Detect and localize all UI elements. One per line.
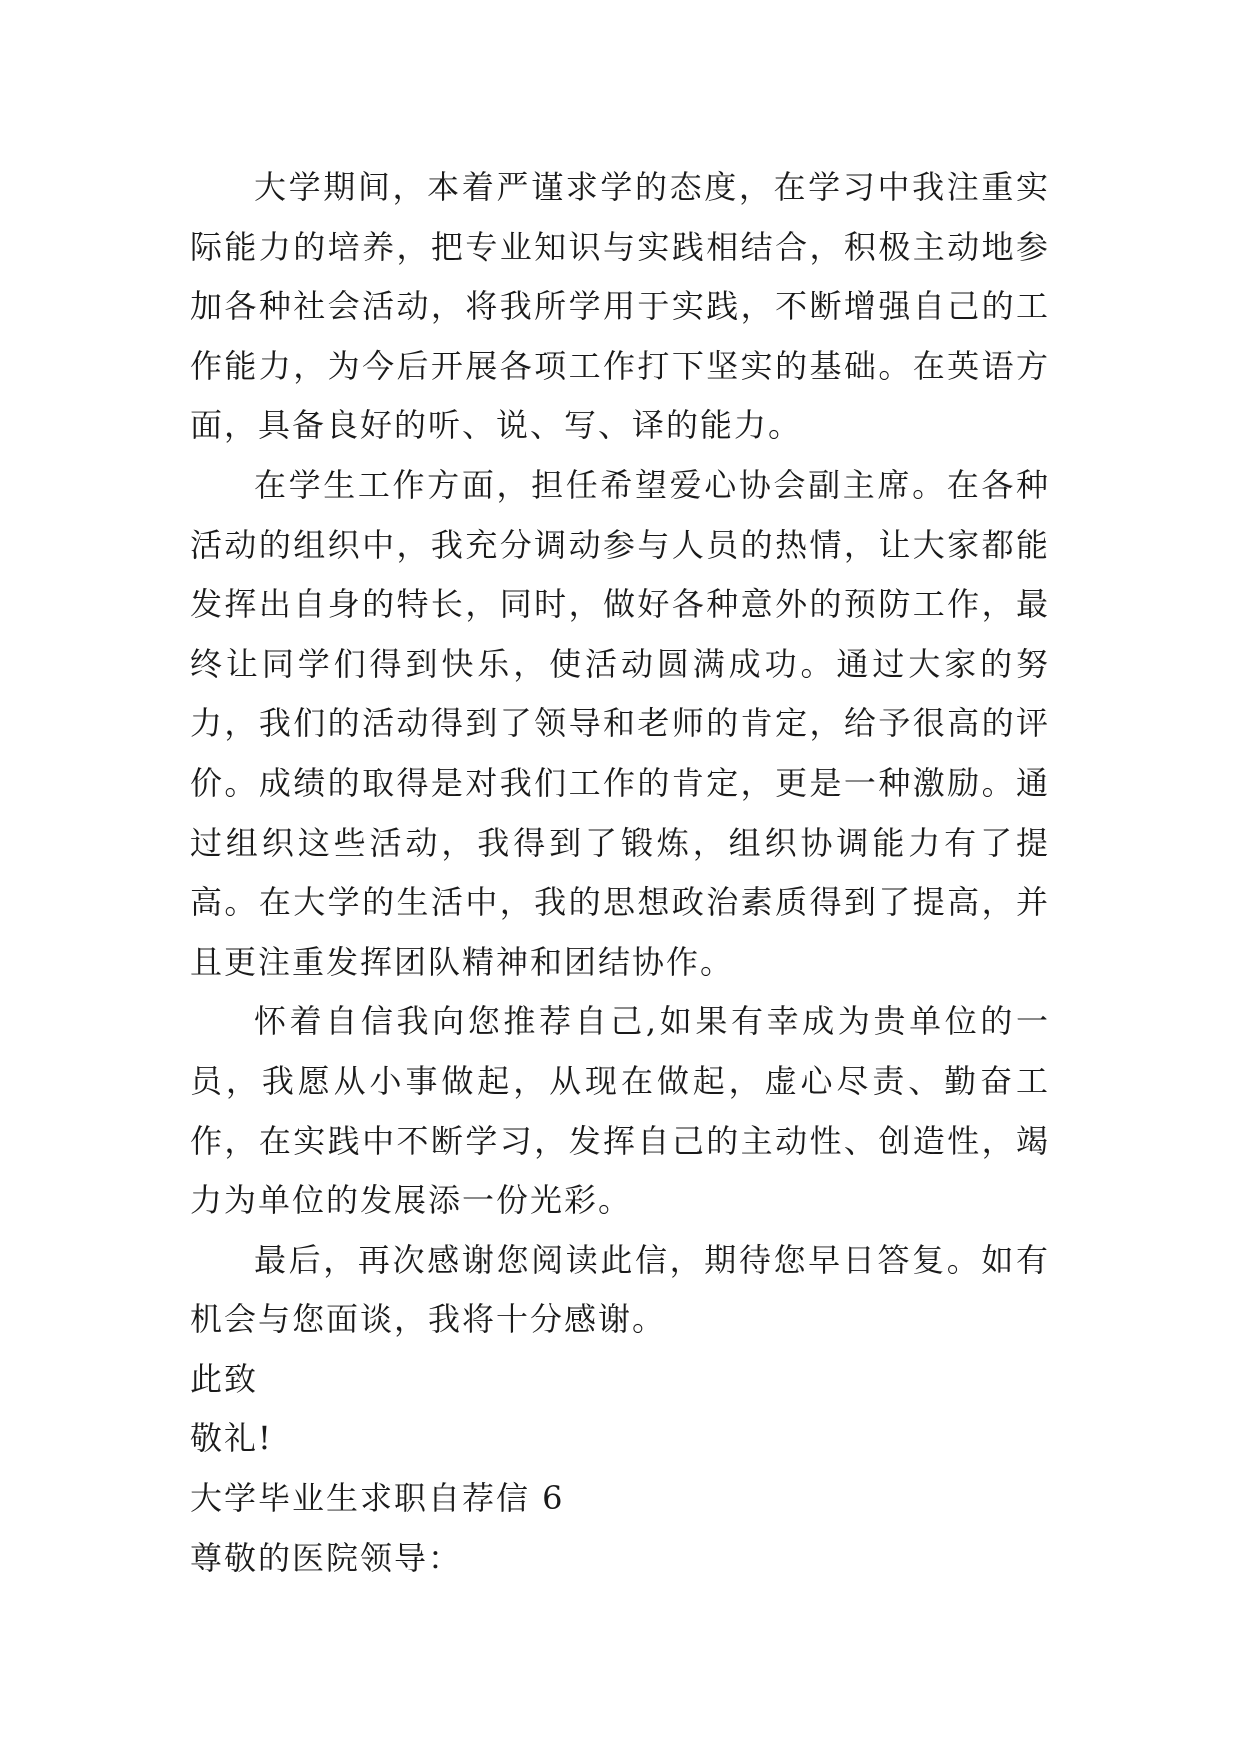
paragraph-recommendation: 怀着自信我向您推荐自己,如果有幸成为贵单位的一员，我愿从小事做起，从现在做起，虚心尽责、勤奋工作，在实践中不断学习，发挥自己的主动性、创造性，竭力为单位的发展添一份光彩。 bbox=[190, 1002, 1050, 1220]
paragraph-student-work: 在学生工作方面，担任希望爱心协会副主席。在各种活动的组织中，我充分调动参与人员的热情，让大家都能发挥出自身的特长，同时，做好各种意外的预防工作，最终让同学们得到快乐，使活动圆满成功。通过大家的努力，我们的活动得到了领导和老师的肯定，给予很高的评价。成绩的取得是对我们工作的肯定，更是一种激励。通过组织这些活动，我得到了锻炼，组织协调能力有了提高。在大学的生活中，我的思想政治素质得到了提高，并且更注重发挥团队精神和团结协作。 bbox=[190, 465, 1050, 981]
letter-body bbox=[190, 158, 1050, 1588]
paragraph-study: 大学期间，本着严谨求学的态度，在学习中我注重实际能力的培养，把专业知识与实践相结合，积极主动地参加各种社会活动，将我所学用于实践，不断增强自己的工作能力，为今后开展各项工作打下坚实的基础。在英语方面，具备良好的听、说、写、译的能力。 bbox=[190, 168, 1050, 445]
closing-line-1: 此致 bbox=[190, 1359, 259, 1398]
closing-line-2: 敬礼! bbox=[190, 1419, 273, 1458]
next-letter-title: 大学毕业生求职自荐信 6 bbox=[190, 1479, 565, 1518]
next-letter-salutation: 尊敬的医院领导： bbox=[190, 1538, 463, 1577]
paragraph-thanks: 最后，再次感谢您阅读此信，期待您早日答复。如有机会与您面谈，我将十分感谢。 bbox=[190, 1240, 1050, 1339]
